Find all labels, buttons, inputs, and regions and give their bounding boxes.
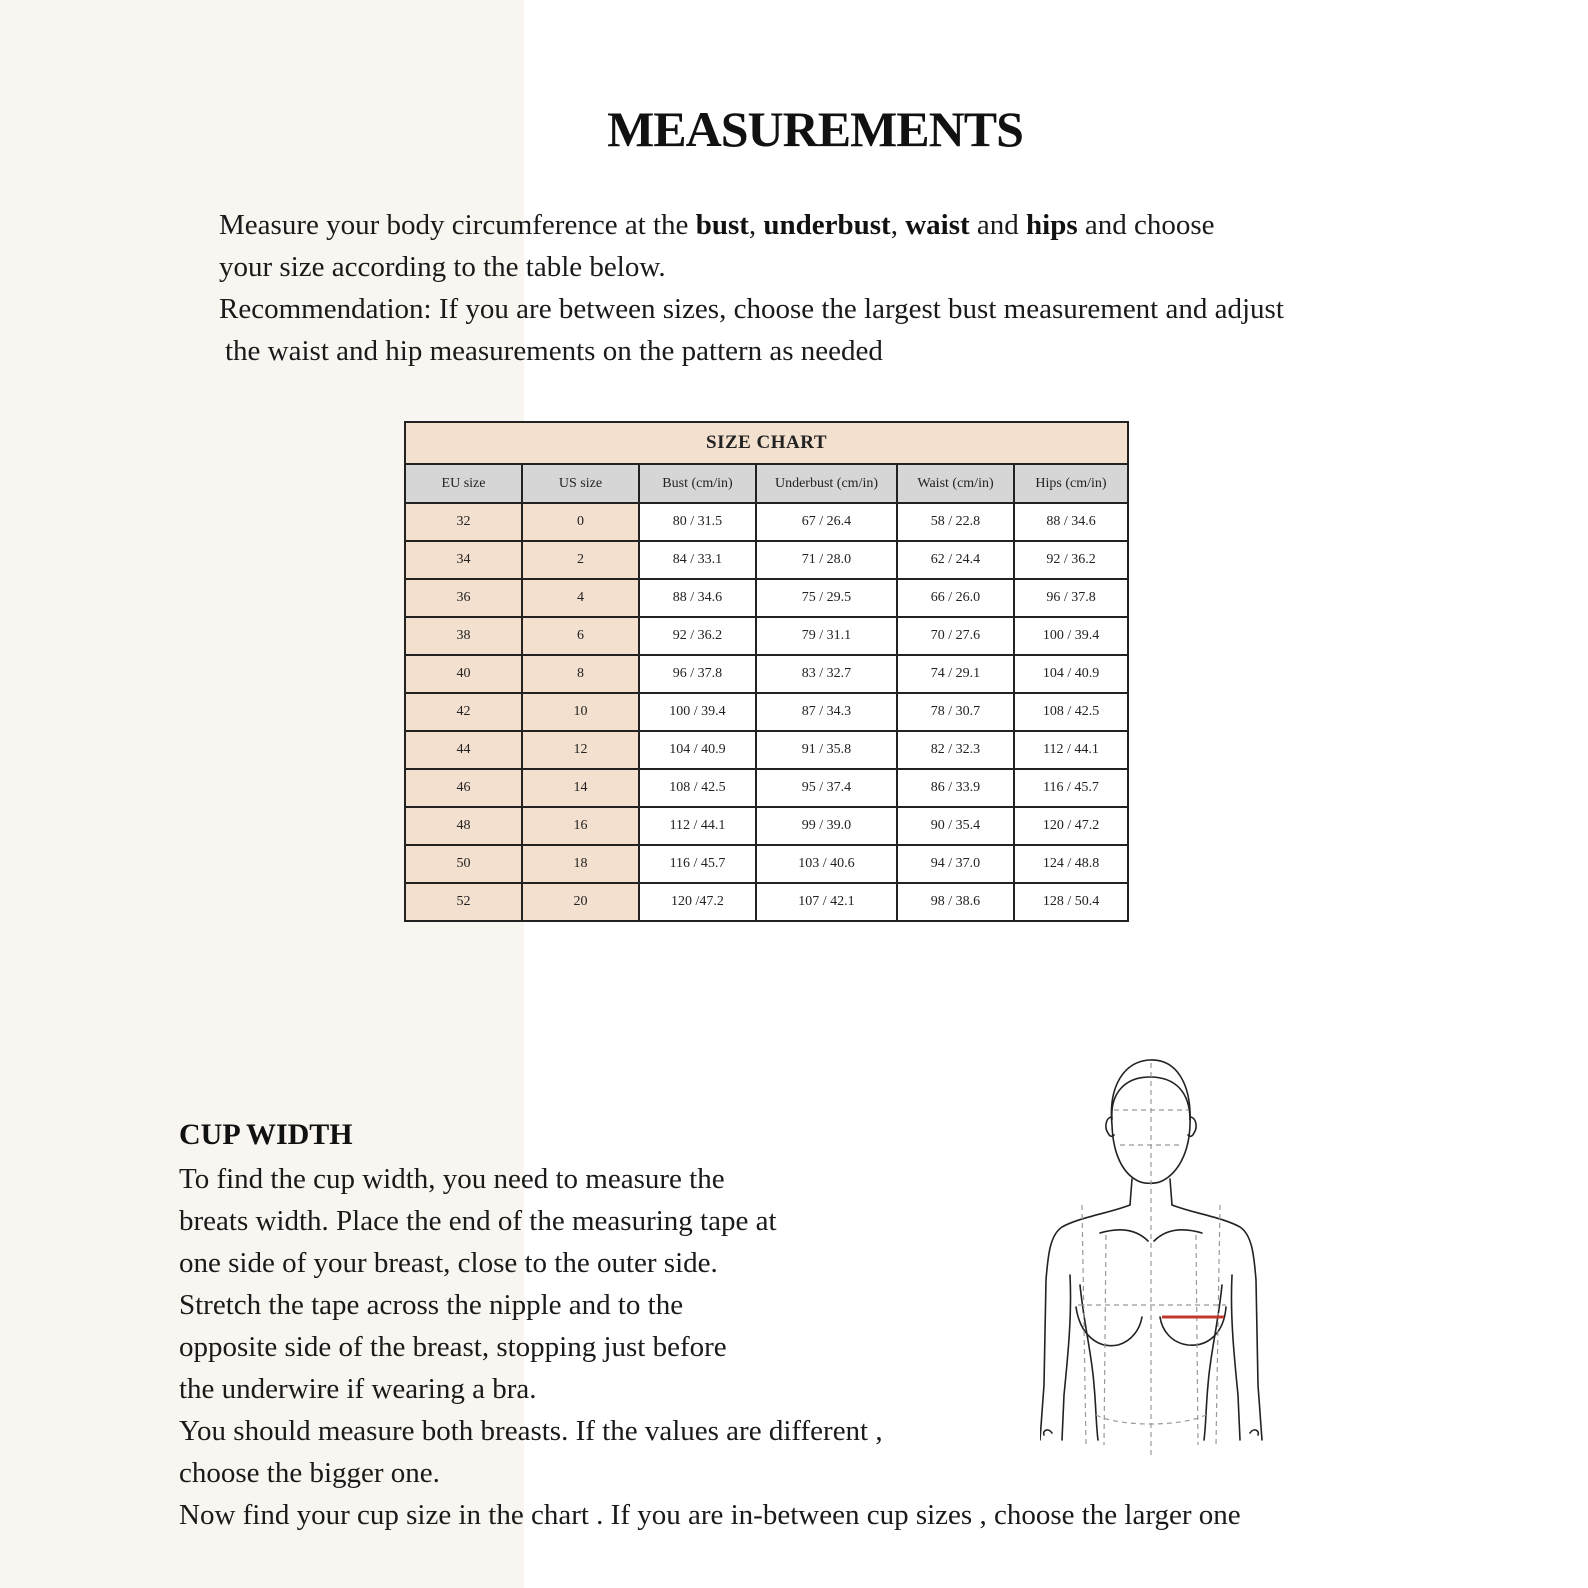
- table-row: [405, 807, 1128, 845]
- eu-size-cell: 42: [405, 693, 522, 731]
- body-figure-measurement-icon: [1040, 1055, 1290, 1460]
- measurement-cell: 87 / 34.3: [756, 693, 897, 731]
- size-chart-title: SIZE CHART: [405, 422, 1128, 464]
- eu-size-cell: 40: [405, 655, 522, 693]
- measurement-cell: 128 / 50.4: [1014, 883, 1128, 921]
- measurement-cell: 100 / 39.4: [639, 693, 756, 731]
- us-size-cell: 18: [522, 845, 639, 883]
- measurement-cell: 82 / 32.3: [897, 731, 1014, 769]
- us-size-cell: 20: [522, 883, 639, 921]
- eu-size-cell: 34: [405, 541, 522, 579]
- column-header: US size: [522, 464, 639, 503]
- table-row: [405, 541, 1128, 579]
- measurement-cell: 95 / 37.4: [756, 769, 897, 807]
- cup-width-line: the underwire if wearing a bra.: [179, 1373, 537, 1405]
- measurement-cell: 103 / 40.6: [756, 845, 897, 883]
- cup-width-line: choose the bigger one.: [179, 1457, 440, 1489]
- measurement-cell: 120 /47.2: [639, 883, 756, 921]
- measurement-cell: 99 / 39.0: [756, 807, 897, 845]
- cup-width-line: Now find your cup size in the chart . If you are in-between cup sizes , choose the larger one: [179, 1499, 1241, 1531]
- measurement-cell: 62 / 24.4: [897, 541, 1014, 579]
- measurement-cell: 88 / 34.6: [639, 579, 756, 617]
- size-chart-table: [404, 421, 1129, 922]
- measurement-cell: 120 / 47.2: [1014, 807, 1128, 845]
- measurement-cell: 94 / 37.0: [897, 845, 1014, 883]
- table-row: [405, 883, 1128, 921]
- cup-width-title: CUP WIDTH: [179, 1118, 353, 1151]
- intro-line-4: the waist and hip measurements on the pattern as needed: [225, 335, 883, 367]
- eu-size-cell: 46: [405, 769, 522, 807]
- measurement-cell: 67 / 26.4: [756, 503, 897, 541]
- measurement-cell: 96 / 37.8: [1014, 579, 1128, 617]
- measurement-cell: 92 / 36.2: [1014, 541, 1128, 579]
- page-title: MEASUREMENTS: [607, 101, 1023, 157]
- cup-width-line: To find the cup width, you need to measure the: [179, 1163, 725, 1195]
- table-row: [405, 503, 1128, 541]
- table-row: [405, 655, 1128, 693]
- measurement-cell: 124 / 48.8: [1014, 845, 1128, 883]
- measurement-cell: 92 / 36.2: [639, 617, 756, 655]
- intro-line-2: your size according to the table below.: [219, 251, 666, 283]
- eu-size-cell: 32: [405, 503, 522, 541]
- measurement-cell: 71 / 28.0: [756, 541, 897, 579]
- measurement-cell: 88 / 34.6: [1014, 503, 1128, 541]
- measurement-cell: 75 / 29.5: [756, 579, 897, 617]
- measurement-cell: 112 / 44.1: [1014, 731, 1128, 769]
- cup-width-instructions: [179, 1158, 1559, 1536]
- us-size-cell: 6: [522, 617, 639, 655]
- us-size-cell: 2: [522, 541, 639, 579]
- eu-size-cell: 50: [405, 845, 522, 883]
- column-header: Bust (cm/in): [639, 464, 756, 503]
- measurement-cell: 96 / 37.8: [639, 655, 756, 693]
- measurement-cell: 90 / 35.4: [897, 807, 1014, 845]
- intro-line-3: Recommendation: If you are between sizes, choose the largest bust measurement and adjust: [219, 293, 1284, 325]
- cup-width-line: opposite side of the breast, stopping just before: [179, 1331, 727, 1363]
- measurement-cell: 108 / 42.5: [639, 769, 756, 807]
- measurement-cell: 79 / 31.1: [756, 617, 897, 655]
- table-row: [405, 769, 1128, 807]
- cup-width-line: one side of your breast, close to the outer side.: [179, 1247, 718, 1279]
- intro-text: [219, 204, 1459, 372]
- measurement-cell: 78 / 30.7: [897, 693, 1014, 731]
- measurement-cell: 74 / 29.1: [897, 655, 1014, 693]
- measurement-cell: 108 / 42.5: [1014, 693, 1128, 731]
- eu-size-cell: 48: [405, 807, 522, 845]
- column-header: Hips (cm/in): [1014, 464, 1128, 503]
- eu-size-cell: 36: [405, 579, 522, 617]
- us-size-cell: 0: [522, 503, 639, 541]
- measurement-cell: 104 / 40.9: [1014, 655, 1128, 693]
- cup-width-line: Stretch the tape across the nipple and to the: [179, 1289, 684, 1321]
- cup-width-line: You should measure both breasts. If the values are different ,: [179, 1415, 883, 1447]
- table-row: [405, 731, 1128, 769]
- measurement-cell: 80 / 31.5: [639, 503, 756, 541]
- measurement-cell: 70 / 27.6: [897, 617, 1014, 655]
- table-row: [405, 845, 1128, 883]
- measurement-cell: 86 / 33.9: [897, 769, 1014, 807]
- column-header: Waist (cm/in): [897, 464, 1014, 503]
- eu-size-cell: 38: [405, 617, 522, 655]
- us-size-cell: 12: [522, 731, 639, 769]
- measurement-cell: 66 / 26.0: [897, 579, 1014, 617]
- measurement-cell: 116 / 45.7: [1014, 769, 1128, 807]
- measurement-cell: 116 / 45.7: [639, 845, 756, 883]
- us-size-cell: 14: [522, 769, 639, 807]
- measurement-cell: 91 / 35.8: [756, 731, 897, 769]
- column-header: Underbust (cm/in): [756, 464, 897, 503]
- measurement-cell: 84 / 33.1: [639, 541, 756, 579]
- measurement-cell: 107 / 42.1: [756, 883, 897, 921]
- eu-size-cell: 52: [405, 883, 522, 921]
- measurement-cell: 104 / 40.9: [639, 731, 756, 769]
- eu-size-cell: 44: [405, 731, 522, 769]
- measurement-cell: 98 / 38.6: [897, 883, 1014, 921]
- cup-width-line: breats width. Place the end of the measuring tape at: [179, 1205, 777, 1237]
- table-row: [405, 617, 1128, 655]
- us-size-cell: 10: [522, 693, 639, 731]
- size-chart-header-row: [405, 464, 1128, 503]
- measurement-cell: 58 / 22.8: [897, 503, 1014, 541]
- table-row: [405, 579, 1128, 617]
- measurement-cell: 100 / 39.4: [1014, 617, 1128, 655]
- size-chart-body: [405, 503, 1128, 921]
- us-size-cell: 4: [522, 579, 639, 617]
- measurement-cell: 112 / 44.1: [639, 807, 756, 845]
- us-size-cell: 8: [522, 655, 639, 693]
- intro-line-1: Measure your body circumference at the bust, underbust, waist and hips and choose: [219, 209, 1215, 241]
- table-row: [405, 693, 1128, 731]
- measurement-cell: 83 / 32.7: [756, 655, 897, 693]
- column-header: EU size: [405, 464, 522, 503]
- us-size-cell: 16: [522, 807, 639, 845]
